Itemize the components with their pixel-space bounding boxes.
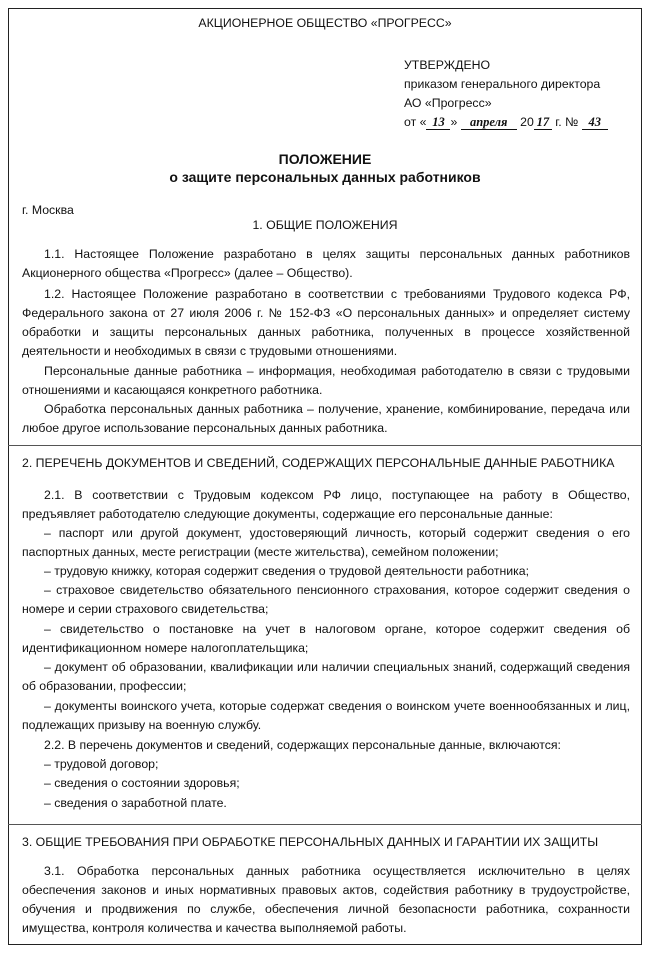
list-item: – сведения о состоянии здоровья; [44, 776, 240, 790]
section1-paragraph-2: 1.2. Настоящее Положение разработано в соответствии с требованиями Трудового кодекса РФ, Федерального закона от 27 июля 2006 г. № 152-ФЗ «О персональных данных» и определяет систему обработки и защиты персональных данных работника, полученных в процессе хозяйственной деятельности и необходимых в связи с трудовыми отношениями. [22, 287, 630, 358]
approval-day: 13 [426, 116, 450, 130]
approval-date-line [404, 113, 608, 132]
separator-1 [8, 445, 642, 446]
document-title: ПОЛОЖЕНИЕ [278, 151, 372, 167]
list-item: – документы воинского учета, которые содержат сведения о воинском учете военнообязанных и лиц, подлежащих призыву на военную службу. [22, 699, 630, 732]
section3-paragraph-1: 3.1. Обработка персональных данных работника осуществляется исключительно в целях обеспечения законов и иных нормативных правовых актов, содействия работнику в трудоустройстве, обучения и продвижения по службе, обеспечения личной безопасности работника, сохранности имущества, контроля количества и качества выполняемой работы. [22, 864, 630, 935]
approval-month: апреля [461, 116, 517, 130]
approval-line-company: АО «Прогресс» [404, 96, 492, 110]
city: г. Москва [22, 203, 74, 217]
document-subtitle: о защите персональных данных работников [169, 169, 481, 185]
section2-paragraph-1: 2.1. В соответствии с Трудовым кодексом РФ лицо, поступающее на работу в Общество, предъявляет работодателю следующие документы, содержащие его персональные данные: [22, 488, 630, 521]
from-label: от « [404, 115, 427, 129]
list-item: – трудовую книжку, которая содержит сведения о трудовой деятельности работника; [44, 564, 530, 578]
list-item: – трудовой договор; [44, 757, 159, 771]
section2-heading: 2. ПЕРЕЧЕНЬ ДОКУМЕНТОВ И СВЕДЕНИЙ, СОДЕРЖАЩИХ ПЕРСОНАЛЬНЫЕ ДАННЫЕ РАБОТНИКА [22, 456, 615, 470]
company-name: АКЦИОНЕРНОЕ ОБЩЕСТВО «ПРОГРЕСС» [198, 16, 452, 30]
section2-paragraph-2: 2.2. В перечень документов и сведений, содержащих персональные данные, включаются: [44, 738, 561, 752]
list-item: – сведения о заработной плате. [44, 796, 227, 810]
g-no-label: г. № [555, 115, 579, 129]
separator-2 [8, 824, 642, 825]
approval-line-order: приказом генерального директора [404, 77, 601, 91]
approval-number: 43 [582, 116, 608, 130]
section1-paragraph-3: Персональные данные работника – информация, необходимая работодателю в связи с трудовыми отношениями и касающаяся конкретного работника. [22, 364, 630, 397]
approval-year: 17 [534, 116, 552, 130]
approval-title: УТВЕРЖДЕНО [404, 58, 491, 72]
section1-paragraph-4: Обработка персональных данных работника – получение, хранение, комбинирование, передача или любое другое использование персональных данных работника. [22, 402, 630, 435]
section3-heading: 3. ОБЩИЕ ТРЕБОВАНИЯ ПРИ ОБРАБОТКЕ ПЕРСОНАЛЬНЫХ ДАННЫХ И ГАРАНТИИ ИХ ЗАЩИТЫ [22, 835, 599, 849]
close-quote: » [450, 115, 458, 129]
list-item: – паспорт или другой документ, удостоверяющий личность, который содержит сведения о его паспортных данных, месте регистрации (месте жительства), семейном положении; [22, 526, 630, 559]
list-item: – страховое свидетельство обязательного пенсионного страхования, которое содержит сведения о номере и серии страхового свидетельства; [22, 583, 630, 616]
section1-paragraph-1: 1.1. Настоящее Положение разработано в целях защиты персональных данных работников Акционерного общества «Прогресс» (далее – Общество). [22, 247, 630, 280]
list-item: – документ об образовании, квалификации или наличии специальных знаний, содержащий сведения об образовании, профессии; [22, 660, 630, 693]
list-item: – свидетельство о постановке на учет в налоговом органе, которое содержит сведения об идентификационном номере налогоплательщика; [22, 622, 630, 655]
year-prefix: 20 [520, 115, 534, 129]
section1-heading: 1. ОБЩИЕ ПОЛОЖЕНИЯ [252, 218, 398, 232]
